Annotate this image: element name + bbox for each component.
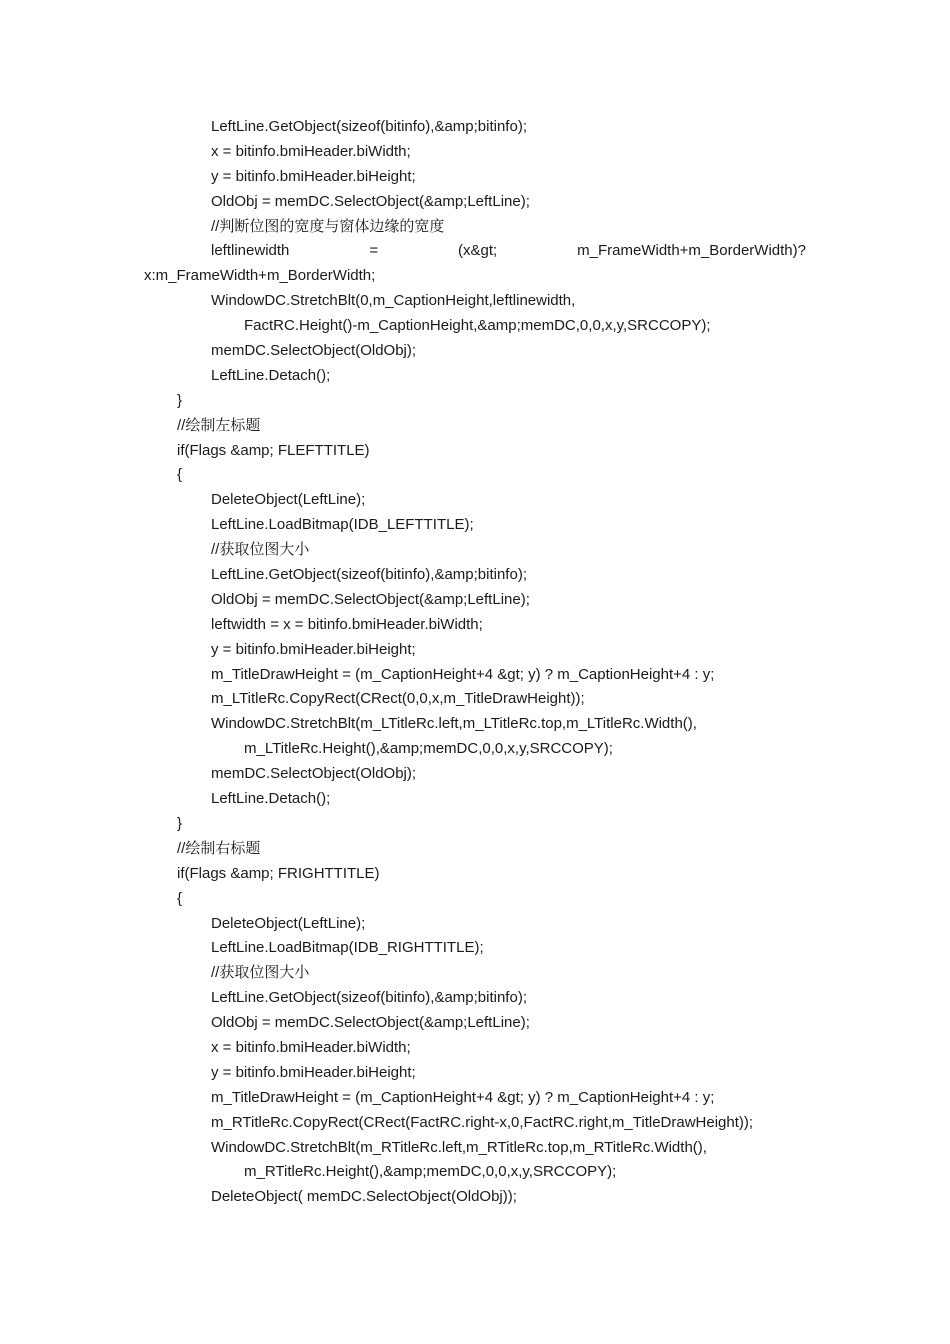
code-line: m_TitleDrawHeight = (m_CaptionHeight+4 &gt; y) ? m_CaptionHeight+4 : y; bbox=[211, 665, 715, 683]
code-line: { bbox=[177, 889, 183, 907]
code-line: m_RTitleRc.Height(),&amp;memDC,0,0,x,y,SRCCOPY); bbox=[244, 1163, 617, 1181]
code-line: DeleteObject(LeftLine); bbox=[211, 491, 366, 509]
code-line: } bbox=[177, 814, 183, 832]
code-line: //绘制左标题 bbox=[177, 416, 261, 434]
code-line: DeleteObject(LeftLine); bbox=[211, 914, 366, 932]
code-line: LeftLine.GetObject(sizeof(bitinfo),&amp;bitinfo); bbox=[211, 566, 527, 584]
code-line: OldObj = memDC.SelectObject(&amp;LeftLine); bbox=[211, 192, 530, 210]
code-line: OldObj = memDC.SelectObject(&amp;LeftLine); bbox=[211, 590, 530, 608]
code-line: //获取位图大小 bbox=[211, 541, 310, 559]
code-line: m_TitleDrawHeight = (m_CaptionHeight+4 &gt; y) ? m_CaptionHeight+4 : y; bbox=[211, 1088, 715, 1106]
code-line: memDC.SelectObject(OldObj); bbox=[211, 765, 417, 783]
code-line: x:m_FrameWidth+m_BorderWidth; bbox=[144, 267, 376, 285]
code-line: DeleteObject( memDC.SelectObject(OldObj)); bbox=[211, 1188, 517, 1206]
code-line: LeftLine.Detach(); bbox=[211, 790, 331, 808]
code-line: WindowDC.StretchBlt(m_RTitleRc.left,m_RTitleRc.top,m_RTitleRc.Width(), bbox=[211, 1138, 707, 1156]
code-line: } bbox=[177, 391, 183, 409]
code-line: LeftLine.LoadBitmap(IDB_RIGHTTITLE); bbox=[211, 939, 484, 957]
code-line: y = bitinfo.bmiHeader.biHeight; bbox=[211, 167, 416, 185]
code-line: { bbox=[177, 466, 183, 484]
code-token: leftlinewidth bbox=[211, 242, 290, 260]
code-line: m_RTitleRc.CopyRect(CRect(FactRC.right-x,0,FactRC.right,m_TitleDrawHeight)); bbox=[211, 1113, 754, 1131]
code-line: m_LTitleRc.Height(),&amp;memDC,0,0,x,y,SRCCOPY); bbox=[244, 740, 613, 758]
code-line: //绘制右标题 bbox=[177, 839, 261, 857]
code-token: (x&gt; bbox=[458, 242, 498, 260]
code-line: //判断位图的宽度与窗体边缘的宽度 bbox=[211, 217, 445, 235]
code-listing bbox=[0, 115, 950, 1210]
code-line: LeftLine.GetObject(sizeof(bitinfo),&amp;bitinfo); bbox=[211, 989, 527, 1007]
code-line bbox=[211, 239, 806, 264]
code-line: WindowDC.StretchBlt(m_LTitleRc.left,m_LTitleRc.top,m_LTitleRc.Width(), bbox=[211, 715, 697, 733]
code-line: LeftLine.GetObject(sizeof(bitinfo),&amp;bitinfo); bbox=[211, 118, 527, 135]
code-line: OldObj = memDC.SelectObject(&amp;LeftLine); bbox=[211, 1014, 530, 1032]
code-line: if(Flags &amp; FRIGHTTITLE) bbox=[177, 864, 380, 882]
code-line: leftwidth = x = bitinfo.bmiHeader.biWidth; bbox=[211, 615, 483, 633]
code-token: = bbox=[369, 242, 379, 260]
code-line: LeftLine.Detach(); bbox=[211, 366, 331, 384]
code-line: x = bitinfo.bmiHeader.biWidth; bbox=[211, 1038, 411, 1056]
code-line: if(Flags &amp; FLEFTTITLE) bbox=[177, 441, 370, 459]
code-line: memDC.SelectObject(OldObj); bbox=[211, 342, 417, 360]
code-line: LeftLine.LoadBitmap(IDB_LEFTTITLE); bbox=[211, 516, 474, 534]
code-token: m_FrameWidth+m_BorderWidth)? bbox=[577, 242, 806, 260]
code-line: x = bitinfo.bmiHeader.biWidth; bbox=[211, 142, 411, 160]
code-line: //获取位图大小 bbox=[211, 964, 310, 982]
code-line: y = bitinfo.bmiHeader.biHeight; bbox=[211, 1063, 416, 1081]
code-line: m_LTitleRc.CopyRect(CRect(0,0,x,m_TitleDrawHeight)); bbox=[211, 690, 585, 708]
code-line: WindowDC.StretchBlt(0,m_CaptionHeight,leftlinewidth, bbox=[211, 292, 576, 310]
code-line: y = bitinfo.bmiHeader.biHeight; bbox=[211, 640, 416, 658]
code-line: FactRC.Height()-m_CaptionHeight,&amp;memDC,0,0,x,y,SRCCOPY); bbox=[244, 317, 711, 335]
